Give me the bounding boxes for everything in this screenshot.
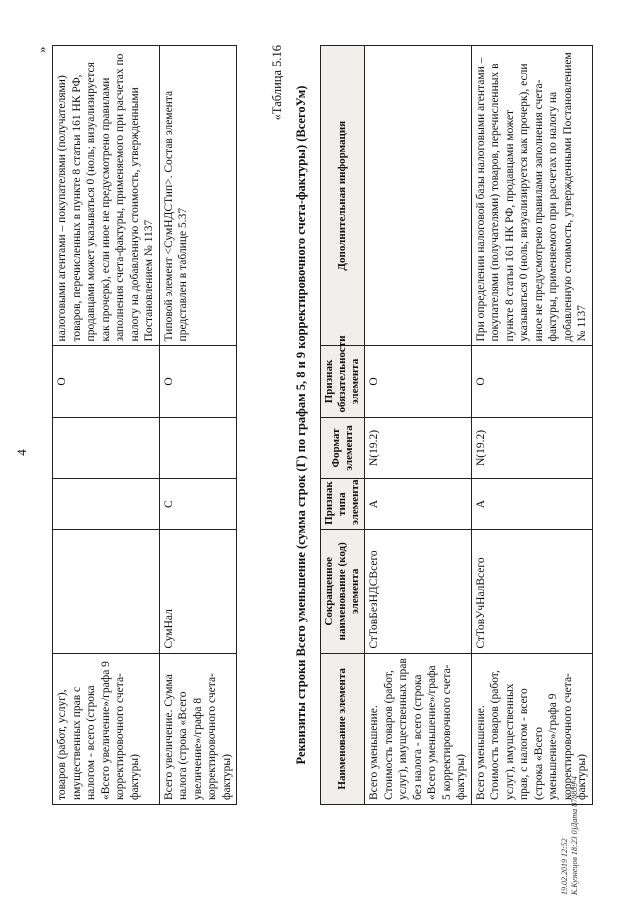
signature-stamp [560, 776, 581, 895]
cell-short [53, 529, 160, 653]
cell-required: О [159, 346, 237, 417]
cell-info: Типовой элемент <СумНДСТип>. Состав элемента представлен в таблице 5.37 [159, 46, 237, 346]
table-row [365, 46, 472, 805]
cell-type: С [159, 479, 237, 529]
cell-short: СумНал [159, 529, 237, 653]
cell-type [53, 479, 160, 529]
table-label: «Таблица 5.16 [270, 45, 284, 121]
header-required: Признак обязательности элемента [321, 346, 365, 417]
cell-format: N(19.2) [365, 417, 472, 479]
cell-name: Всего увеличение. Сумма налога (строка «Всего увеличение»/графа 8 корректировочного счета-фактуры) [159, 653, 237, 804]
closing-quote: » [34, 46, 49, 53]
cell-format [53, 417, 160, 479]
cell-info: налоговыми агентами – покупателями (получателями) товаров, перечисленных в пункте 8 статьи 161 НК РФ, продавцами может указываться 0 (ноль; визуализируется как прочерк), если иное не предусмотрено правилами заполнения счета-фактуры, применяемого при расчетах по налогу на добавленную стоимость, утвержденными Постановлением № 1137 [53, 46, 160, 346]
cell-format [159, 417, 237, 479]
cell-type: А [471, 479, 592, 529]
cell-name: Всего уменьшение. Стоимость товаров (работ, услуг), имущественных прав, с налогом - всего (строка «Всего уменьшение»/графа 9 корректировочного счета-фактуры) [471, 653, 592, 804]
signature-line: К.Кузнецов 18:23 0)Дата 878859-4 [570, 776, 580, 895]
header-row [321, 46, 365, 805]
cell-info: При определении налоговой базы налоговыми агентами – покупателями (получателями) товаров, перечисленных в пункте 8 статьи 161 НК РФ, продавцами может указываться 0 (ноль; визуализируется как прочерк), если иное не предусмотрено правилами заполнения счета-фактуры, применяемого при расчетах по налогу на добавленную стоимость, утвержденными Постановлением № 1137 [471, 46, 592, 346]
table-row [53, 46, 160, 805]
cell-name: товаров (работ, услуг), имущественных прав с налогом - всего (строка «Всего увеличение»/графа 9 корректировочного счета-фактуры) [53, 653, 160, 804]
cell-name: Всего уменьшение. Стоимость товаров (работ, услуг), имущественных прав без налога - всего (строка «Всего уменьшение»/графа 5 корректировочного счета-фактуры) [365, 653, 472, 804]
header-short: Сокращенное наименование (код) элемента [321, 529, 365, 653]
continued-table [52, 45, 237, 805]
cell-format: N(19.2) [471, 417, 592, 479]
table-title: Реквизиты строки Всего уменьшение (сумма строк (Г) по графам 5, 8 и 9 корректировочного счета-фактуры) (ВсегоУм) [294, 85, 308, 765]
requisites-table [320, 45, 593, 805]
table-row [471, 46, 592, 805]
cell-short: СтТовБезНДСВсего [365, 529, 472, 653]
signature-line: 19.02.2019 12:52 [560, 838, 569, 895]
header-info: Дополнительная информация [321, 46, 365, 346]
cell-required: О [365, 346, 472, 417]
table-row [159, 46, 237, 805]
header-format: Формат элемента [321, 417, 365, 479]
cell-info [365, 46, 472, 346]
cell-required: О [471, 346, 592, 417]
header-name: Наименование элемента [321, 653, 365, 804]
cell-required: О [53, 346, 160, 417]
cell-short: СтТовУчНалВсего [471, 529, 592, 653]
cell-type: А [365, 479, 472, 529]
header-type: Признак типа элемента [321, 479, 365, 529]
page-number: 4 [14, 449, 29, 456]
